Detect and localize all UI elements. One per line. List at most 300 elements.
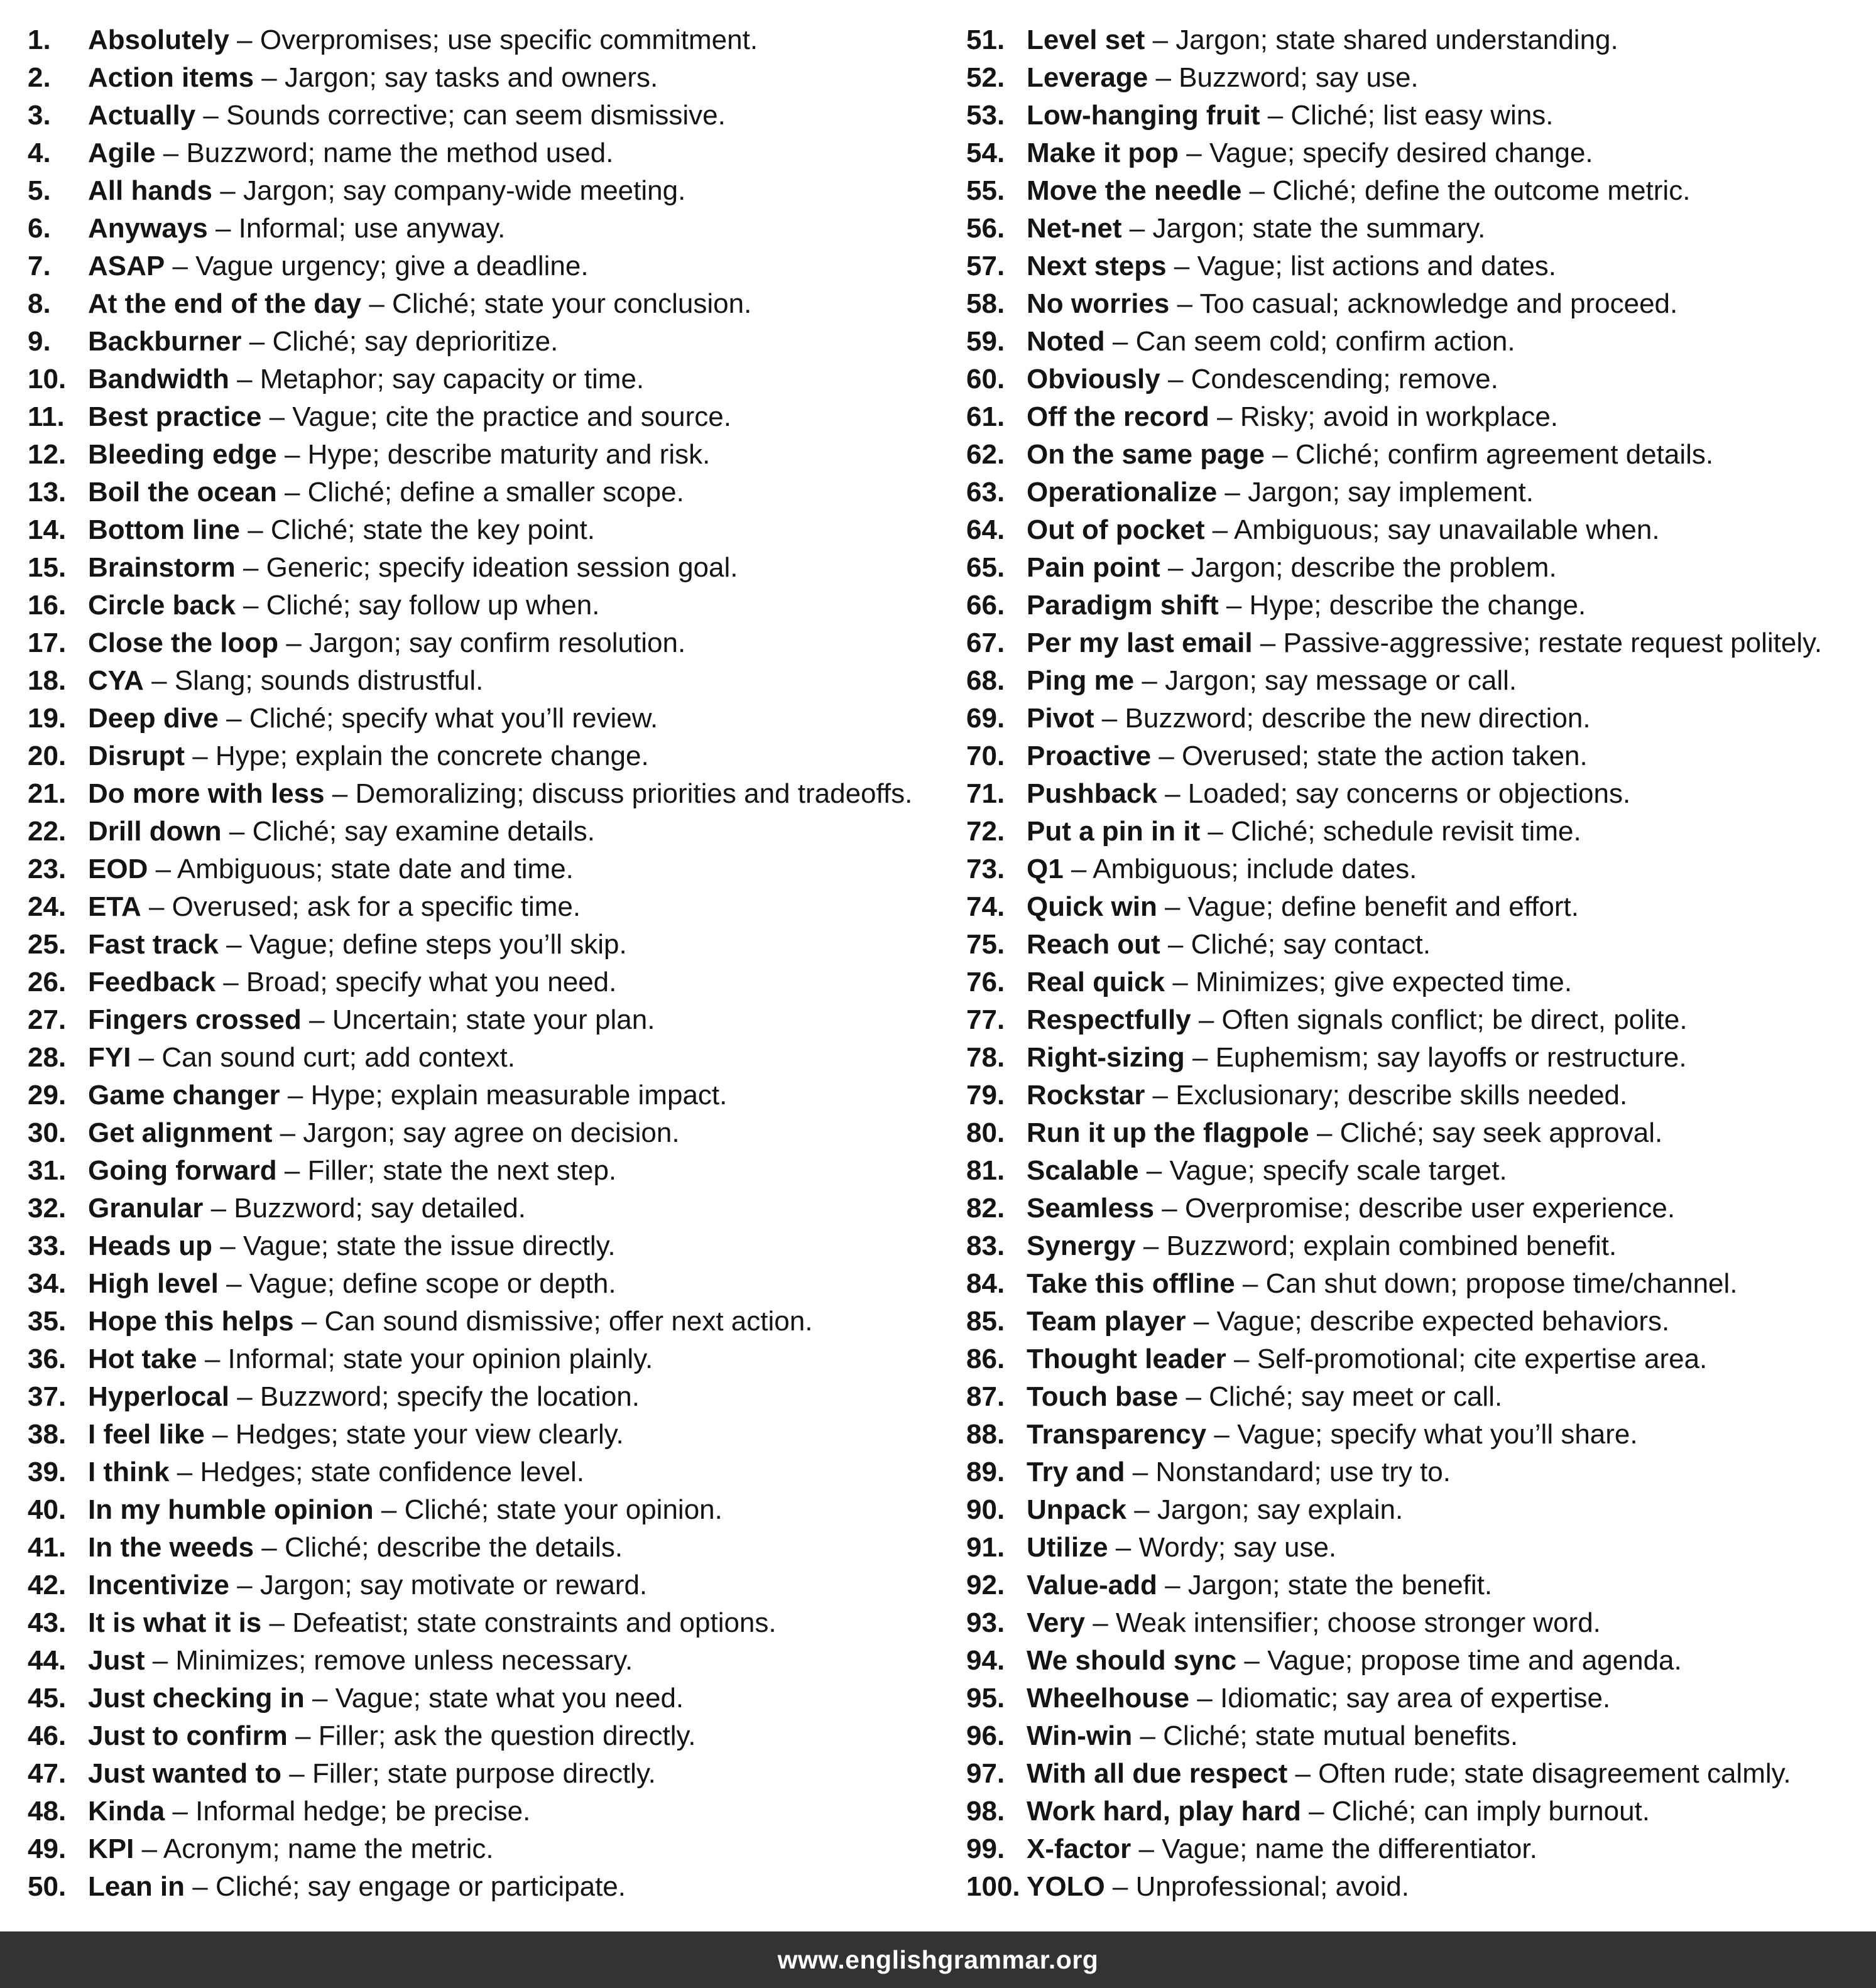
item-number: 53.: [966, 100, 1005, 131]
list-item: [966, 398, 1871, 436]
item-text: [88, 1755, 656, 1793]
item-term: Synergy: [1027, 1230, 1136, 1261]
item-number: 59.: [966, 326, 1005, 357]
item-description: – Minimizes; remove unless necessary.: [145, 1645, 633, 1676]
item-term: KPI: [88, 1833, 134, 1864]
item-term: Kinda: [88, 1796, 165, 1827]
item-description: – Jargon; say explain.: [1126, 1494, 1404, 1525]
item-term: Operationalize: [1027, 477, 1218, 508]
item-number: 46.: [28, 1720, 67, 1751]
item-term: Take this offline: [1027, 1268, 1235, 1299]
item-number: 2.: [28, 62, 51, 93]
item-text: [88, 398, 731, 436]
list-item: [28, 1642, 945, 1680]
item-description: – Informal hedge; be precise.: [165, 1796, 531, 1827]
item-text: [1027, 1642, 1682, 1680]
list-item: [28, 1152, 945, 1190]
item-description: – Jargon; say confirm resolution.: [278, 627, 686, 658]
item-description: – Cliché; schedule revisit time.: [1200, 816, 1581, 847]
item-text: [1027, 323, 1515, 361]
item-term: Reach out: [1027, 929, 1160, 960]
item-term: Low-hanging fruit: [1027, 100, 1260, 131]
list-item: [28, 1265, 945, 1303]
item-term: Just: [88, 1645, 145, 1676]
item-text: [88, 1793, 530, 1830]
item-number: 47.: [28, 1758, 67, 1789]
item-description: – Cliché; say contact.: [1160, 929, 1431, 960]
list-item: [28, 1114, 945, 1152]
item-description: – Too casual; acknowledge and proceed.: [1169, 288, 1678, 319]
list-item: [966, 700, 1871, 737]
item-text: [1027, 1114, 1662, 1152]
item-number: 66.: [966, 590, 1005, 621]
item-text: [1027, 587, 1586, 624]
item-text: [88, 1830, 494, 1868]
item-description: – Informal; state your opinion plainly.: [197, 1344, 653, 1374]
item-number: 49.: [28, 1833, 67, 1864]
item-description: – Cliché; say engage or participate.: [185, 1871, 626, 1902]
item-number: 70.: [966, 741, 1005, 771]
item-number: 34.: [28, 1268, 67, 1299]
item-text: [1027, 21, 1618, 59]
item-term: Thought leader: [1027, 1344, 1226, 1374]
item-term: Pain point: [1027, 552, 1160, 583]
item-number: 51.: [966, 24, 1005, 55]
item-description: – Vague; define benefit and effort.: [1157, 891, 1579, 922]
item-description: – Vague; describe expected behaviors.: [1186, 1306, 1670, 1337]
item-number: 14.: [28, 514, 67, 545]
item-number: 90.: [966, 1494, 1005, 1525]
item-number: 74.: [966, 891, 1005, 922]
item-text: [1027, 474, 1534, 511]
list-item: [28, 474, 945, 511]
item-number: 76.: [966, 967, 1005, 997]
list-item: [966, 587, 1871, 624]
item-text: [1027, 361, 1498, 398]
list-item: [28, 1793, 945, 1830]
item-term: In my humble opinion: [88, 1494, 374, 1525]
item-description: – Jargon; say tasks and owners.: [254, 62, 658, 93]
list-item: [966, 775, 1871, 813]
item-number: 75.: [966, 929, 1005, 960]
list-item: [28, 700, 945, 737]
item-description: – Defeatist; state constraints and options.: [261, 1607, 777, 1638]
item-term: I think: [88, 1457, 170, 1487]
item-text: [88, 134, 613, 172]
item-term: Incentivize: [88, 1570, 229, 1600]
item-description: – Vague; cite the practice and source.: [261, 401, 731, 432]
item-number: 16.: [28, 590, 67, 621]
item-description: – Buzzword; say use.: [1148, 62, 1419, 93]
item-term: Lean in: [88, 1871, 185, 1902]
item-number: 69.: [966, 703, 1005, 734]
item-description: – Cliché; state your conclusion.: [361, 288, 752, 319]
item-text: [1027, 700, 1591, 737]
list-item: [966, 1529, 1871, 1567]
item-number: 50.: [28, 1871, 67, 1902]
item-text: [1027, 1190, 1675, 1227]
item-number: 91.: [966, 1532, 1005, 1563]
item-term: Fast track: [88, 929, 219, 960]
item-description: – Cliché; say follow up when.: [235, 590, 600, 621]
item-description: – Vague; state what you need.: [304, 1683, 684, 1714]
list-item: [28, 926, 945, 964]
item-number: 71.: [966, 778, 1005, 809]
item-description: – Filler; state purpose directly.: [281, 1758, 656, 1789]
item-term: Game changer: [88, 1080, 280, 1111]
item-term: Bandwidth: [88, 364, 229, 394]
item-term: Do more with less: [88, 778, 325, 809]
item-term: Utilize: [1027, 1532, 1108, 1563]
item-number: 68.: [966, 665, 1005, 696]
list-item: [28, 549, 945, 587]
item-text: [1027, 1152, 1507, 1190]
item-number: 15.: [28, 552, 67, 583]
list-item: [966, 964, 1871, 1001]
item-term: I feel like: [88, 1419, 205, 1450]
item-description: – Cliché; state your opinion.: [373, 1494, 723, 1525]
item-number: 56.: [966, 213, 1005, 244]
item-text: [88, 1717, 695, 1755]
item-term: Team player: [1027, 1306, 1186, 1337]
item-text: [88, 1680, 684, 1717]
item-description: – Cliché; state mutual benefits.: [1132, 1720, 1519, 1751]
list-item: [28, 1529, 945, 1567]
item-description: – Cliché; specify what you’ll review.: [218, 703, 658, 734]
item-term: Absolutely: [88, 24, 229, 55]
item-number: 3.: [28, 100, 51, 131]
item-description: – Overpromises; use specific commitment.: [229, 24, 758, 55]
item-description: – Self-promotional; cite expertise area.: [1226, 1344, 1708, 1374]
item-number: 84.: [966, 1268, 1005, 1299]
item-term: Try and: [1027, 1457, 1125, 1487]
item-number: 83.: [966, 1230, 1005, 1261]
item-description: – Filler; state the next step.: [276, 1155, 617, 1186]
item-term: Real quick: [1027, 967, 1165, 997]
item-number: 85.: [966, 1306, 1005, 1337]
item-text: [88, 1001, 655, 1039]
item-description: – Overused; state the action taken.: [1151, 741, 1588, 771]
list-item: [966, 1868, 1871, 1906]
item-term: Just to confirm: [88, 1720, 288, 1751]
item-text: [1027, 1830, 1537, 1868]
list-item: [966, 1152, 1871, 1190]
item-number: 97.: [966, 1758, 1005, 1789]
item-description: – Jargon; state the summary.: [1121, 213, 1486, 244]
item-number: 17.: [28, 627, 67, 658]
item-term: YOLO: [1027, 1871, 1105, 1902]
list-item: [966, 1567, 1871, 1604]
item-description: – Broad; specify what you need.: [215, 967, 617, 997]
item-text: [88, 624, 685, 662]
item-text: [88, 1604, 777, 1642]
item-number: 95.: [966, 1683, 1005, 1714]
item-text: [1027, 1755, 1791, 1793]
item-description: – Informal; use anyway.: [207, 213, 506, 244]
item-text: [1027, 59, 1419, 97]
item-number: 12.: [28, 439, 67, 470]
item-number: 9.: [28, 326, 51, 357]
item-term: Scalable: [1027, 1155, 1139, 1186]
item-text: [88, 1039, 515, 1077]
item-number: 82.: [966, 1193, 1005, 1224]
list-item: [28, 1680, 945, 1717]
list-item: [28, 97, 945, 134]
item-number: 61.: [966, 401, 1005, 432]
item-text: [1027, 662, 1517, 700]
item-text: [88, 323, 558, 361]
item-text: [1027, 1265, 1738, 1303]
item-description: – Buzzword; name the method used.: [155, 138, 614, 168]
item-description: – Ambiguous; say unavailable when.: [1204, 514, 1660, 545]
item-term: Going forward: [88, 1155, 277, 1186]
item-text: [88, 1378, 640, 1416]
item-description: – Cliché; list easy wins.: [1260, 100, 1554, 131]
item-term: In the weeds: [88, 1532, 254, 1563]
list-item: [966, 1830, 1871, 1868]
list-item: [28, 662, 945, 700]
item-number: 86.: [966, 1344, 1005, 1374]
item-description: – Buzzword; describe the new direction.: [1094, 703, 1591, 734]
item-number: 98.: [966, 1796, 1005, 1827]
item-description: – Vague urgency; give a deadline.: [165, 251, 589, 281]
item-number: 22.: [28, 816, 67, 847]
item-description: – Minimizes; give expected time.: [1165, 967, 1573, 997]
item-description: – Vague; specify scale target.: [1138, 1155, 1507, 1186]
item-term: Brainstorm: [88, 552, 236, 583]
list-item: [28, 361, 945, 398]
item-term: Best practice: [88, 401, 262, 432]
item-description: – Ambiguous; include dates.: [1063, 854, 1417, 884]
list-item: [966, 1227, 1871, 1265]
list-item: [28, 1868, 945, 1906]
item-term: Leverage: [1027, 62, 1148, 93]
item-number: 55.: [966, 175, 1005, 206]
item-text: [88, 1868, 626, 1906]
item-text: [88, 737, 649, 775]
item-term: Just wanted to: [88, 1758, 282, 1789]
item-text: [88, 700, 658, 737]
item-number: 1.: [28, 24, 51, 55]
list-item: [28, 1453, 945, 1491]
item-number: 43.: [28, 1607, 67, 1638]
item-text: [88, 511, 595, 549]
item-term: Put a pin in it: [1027, 816, 1201, 847]
item-description: – Condescending; remove.: [1160, 364, 1498, 394]
item-description: – Hedges; state confidence level.: [169, 1457, 584, 1487]
item-number: 29.: [28, 1080, 67, 1111]
list-item: [966, 1077, 1871, 1114]
item-number: 27.: [28, 1004, 67, 1035]
item-term: ASAP: [88, 251, 165, 281]
item-text: [1027, 285, 1677, 323]
item-term: Drill down: [88, 816, 222, 847]
item-term: ETA: [88, 891, 141, 922]
item-description: – Hype; describe maturity and risk.: [276, 439, 711, 470]
item-number: 30.: [28, 1117, 67, 1148]
item-number: 36.: [28, 1344, 67, 1374]
list-item: [28, 1227, 945, 1265]
list-item: [28, 1717, 945, 1755]
item-text: [88, 1303, 812, 1340]
item-term: Ping me: [1027, 665, 1135, 696]
item-text: [88, 964, 616, 1001]
right-column-list: [966, 21, 1871, 1906]
list-item: [966, 549, 1871, 587]
list-item: [28, 1491, 945, 1529]
item-number: 72.: [966, 816, 1005, 847]
footer-website-url: www.englishgrammar.org: [777, 1945, 1099, 1974]
item-number: 24.: [28, 891, 67, 922]
list-item: [966, 888, 1871, 926]
list-item: [28, 737, 945, 775]
item-text: [1027, 1453, 1451, 1491]
list-item: [28, 436, 945, 474]
list-item: [28, 134, 945, 172]
item-description: – Uncertain; state your plan.: [301, 1004, 655, 1035]
list-item: [28, 624, 945, 662]
item-term: Net-net: [1027, 213, 1122, 244]
list-item: [966, 247, 1871, 285]
list-item: [28, 1340, 945, 1378]
item-term: Quick win: [1027, 891, 1157, 922]
item-term: Win-win: [1027, 1720, 1133, 1751]
item-term: Anyways: [88, 213, 208, 244]
item-term: Hyperlocal: [88, 1381, 229, 1412]
item-number: 7.: [28, 251, 51, 281]
item-description: – Overpromise; describe user experience.: [1154, 1193, 1676, 1224]
item-description: – Nonstandard; use try to.: [1125, 1457, 1451, 1487]
item-term: Action items: [88, 62, 254, 93]
item-number: 93.: [966, 1607, 1005, 1638]
item-number: 96.: [966, 1720, 1005, 1751]
item-term: Noted: [1027, 326, 1105, 357]
item-text: [1027, 134, 1593, 172]
item-term: No worries: [1027, 288, 1170, 319]
item-description: – Hype; explain measurable impact.: [280, 1080, 728, 1111]
item-term: It is what it is: [88, 1607, 262, 1638]
item-number: 78.: [966, 1042, 1005, 1073]
item-description: – Can sound dismissive; offer next action.: [293, 1306, 813, 1337]
item-term: Run it up the flagpole: [1027, 1117, 1309, 1148]
item-description: – Cliché; say examine details.: [221, 816, 595, 847]
item-description: – Often rude; state disagreement calmly.: [1287, 1758, 1791, 1789]
item-term: Q1: [1027, 854, 1064, 884]
list-item: [966, 1001, 1871, 1039]
item-text: [1027, 1868, 1409, 1906]
item-text: [88, 1265, 616, 1303]
list-item: [966, 1717, 1871, 1755]
item-number: 41.: [28, 1532, 67, 1563]
item-text: [88, 97, 726, 134]
list-item: [966, 511, 1871, 549]
item-description: – Cliché; state the key point.: [239, 514, 595, 545]
item-description: – Can seem cold; confirm action.: [1104, 326, 1515, 357]
item-description: – Hype; explain the concrete change.: [185, 741, 649, 771]
item-description: – Cliché; say deprioritize.: [241, 326, 559, 357]
item-text: [88, 1491, 723, 1529]
item-description: – Cliché; confirm agreement details.: [1265, 439, 1714, 470]
list-item: [966, 737, 1871, 775]
item-term: Level set: [1027, 24, 1145, 55]
list-item: [966, 97, 1871, 134]
item-term: On the same page: [1027, 439, 1265, 470]
item-term: Close the loop: [88, 627, 279, 658]
list-item: [966, 1755, 1871, 1793]
item-term: Per my last email: [1027, 627, 1253, 658]
list-item: [28, 813, 945, 850]
item-term: Rockstar: [1027, 1080, 1145, 1111]
item-term: X-factor: [1027, 1833, 1132, 1864]
item-term: Agile: [88, 138, 156, 168]
list-item: [28, 247, 945, 285]
list-item: [28, 1190, 945, 1227]
item-number: 42.: [28, 1570, 67, 1600]
item-text: [1027, 1529, 1336, 1567]
item-text: [1027, 436, 1713, 474]
item-term: All hands: [88, 175, 213, 206]
item-description: – Vague; define scope or depth.: [218, 1268, 616, 1299]
item-term: Move the needle: [1027, 175, 1242, 206]
list-item: [966, 1039, 1871, 1077]
list-item: [28, 587, 945, 624]
item-term: Seamless: [1027, 1193, 1155, 1224]
item-text: [1027, 398, 1558, 436]
item-description: – Idiomatic; say area of expertise.: [1189, 1683, 1611, 1714]
item-text: [88, 21, 758, 59]
item-number: 20.: [28, 741, 67, 771]
item-term: Bottom line: [88, 514, 240, 545]
item-term: Obviously: [1027, 364, 1160, 394]
list-item: [966, 850, 1871, 888]
item-term: EOD: [88, 854, 148, 884]
list-item: [28, 1830, 945, 1868]
item-number: 54.: [966, 138, 1005, 168]
item-term: Backburner: [88, 326, 242, 357]
item-description: – Cliché; define a smaller scope.: [276, 477, 684, 508]
list-item: [28, 1001, 945, 1039]
item-number: 26.: [28, 967, 67, 997]
list-item: [28, 888, 945, 926]
item-description: – Ambiguous; state date and time.: [148, 854, 574, 884]
item-term: Boil the ocean: [88, 477, 277, 508]
item-text: [88, 361, 644, 398]
item-text: [1027, 1491, 1403, 1529]
item-text: [88, 775, 912, 813]
item-term: FYI: [88, 1042, 131, 1073]
list-item: [28, 850, 945, 888]
list-item: [966, 1378, 1871, 1416]
item-number: 73.: [966, 854, 1005, 884]
list-item: [28, 21, 945, 59]
item-term: With all due respect: [1027, 1758, 1288, 1789]
item-term: We should sync: [1027, 1645, 1237, 1676]
item-text: [88, 247, 589, 285]
item-term: Get alignment: [88, 1117, 273, 1148]
item-description: – Passive-aggressive; restate request politely.: [1252, 627, 1823, 658]
item-description: – Jargon; say message or call.: [1134, 665, 1517, 696]
item-number: 21.: [28, 778, 67, 809]
item-term: Next steps: [1027, 251, 1167, 281]
item-description: – Jargon; state the benefit.: [1157, 1570, 1493, 1600]
item-term: Hot take: [88, 1344, 197, 1374]
item-description: – Cliché; say meet or call.: [1178, 1381, 1503, 1412]
list-item: [28, 1755, 945, 1793]
item-number: 40.: [28, 1494, 67, 1525]
item-term: Value-add: [1027, 1570, 1157, 1600]
item-text: [1027, 1717, 1518, 1755]
list-item: [966, 1265, 1871, 1303]
